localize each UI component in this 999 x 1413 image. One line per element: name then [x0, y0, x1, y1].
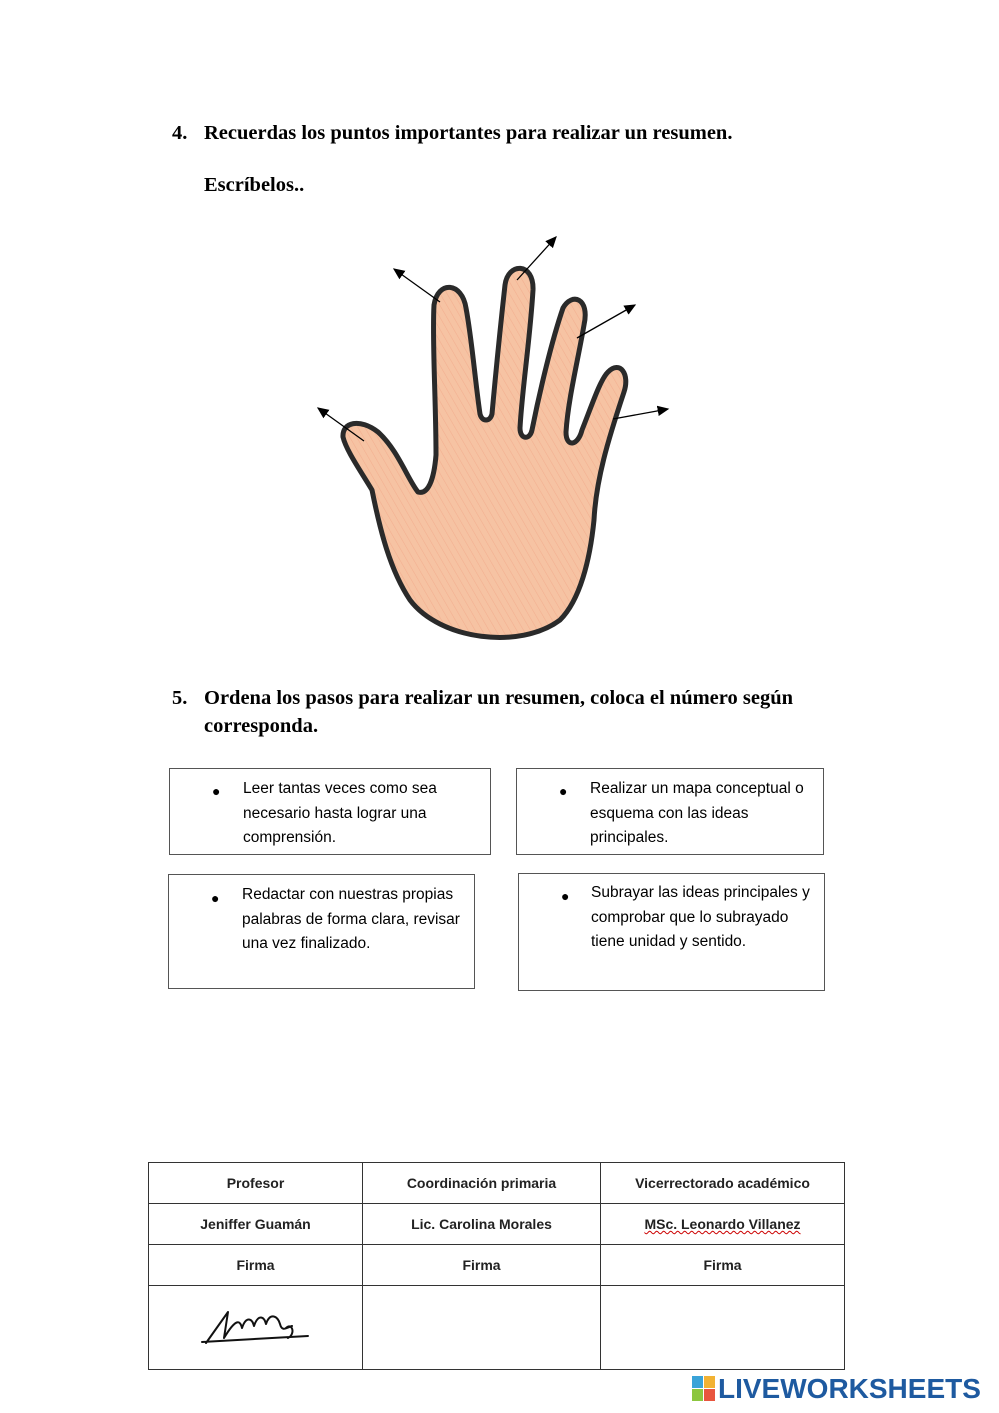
arrow-pinky [613, 409, 668, 419]
question-number: 5. [172, 687, 188, 709]
header-profesor: Profesor [149, 1163, 363, 1204]
sign-label: Firma [601, 1245, 845, 1286]
step-box[interactable] [168, 874, 475, 989]
step-text: Redactar con nuestras propias palabras de forma clara, revisar una vez finalizado. [242, 886, 460, 952]
arrow-middle [517, 237, 556, 280]
name-profesor: Jeniffer Guamán [149, 1204, 363, 1245]
question-text: Recuerdas los puntos importantes para realizar un resumen. [204, 122, 733, 144]
liveworksheets-logo [692, 1374, 981, 1404]
sign-label: Firma [363, 1245, 601, 1286]
header-vicerrectorado: Vicerrectorado académico [601, 1163, 845, 1204]
sign-label: Firma [149, 1245, 363, 1286]
arrow-ring [577, 305, 635, 338]
instruction-text: Escríbelos.. [204, 174, 305, 196]
bullet-icon: ● [561, 888, 570, 904]
logo-text: LIVEWORKSHEETS [718, 1373, 981, 1404]
bullet-icon: ● [559, 783, 568, 799]
name-vicerrectorado [601, 1204, 845, 1245]
logo-blocks-icon [692, 1376, 716, 1402]
handwritten-signature [196, 1298, 316, 1358]
question-text: Ordena los pasos para realizar un resumen, coloca el número según corresponda. [204, 687, 794, 737]
name-text: MSc. Leonardo Villanez [644, 1216, 801, 1232]
step-text: Leer tantas veces como sea necesario hasta lograr una comprensión. [243, 780, 437, 846]
name-coordinacion: Lic. Carolina Morales [363, 1204, 601, 1245]
signature-table [148, 1162, 845, 1370]
step-text: Subrayar las ideas principales y comprobar que lo subrayado tiene unidad y sentido. [591, 884, 810, 950]
step-box[interactable] [518, 873, 825, 991]
step-box[interactable] [169, 768, 491, 855]
arrow-thumb [318, 408, 364, 441]
bullet-icon: ● [212, 783, 221, 799]
bullet-icon: ● [211, 890, 220, 906]
signature-cell-coordinacion[interactable] [363, 1286, 601, 1370]
signature-cell-profesor[interactable] [149, 1286, 363, 1370]
question-number: 4. [172, 122, 188, 144]
step-box[interactable] [516, 768, 824, 855]
hand-shape [343, 268, 626, 637]
step-text: Realizar un mapa conceptual o esquema con las ideas principales. [590, 780, 804, 846]
signature-cell-vicerrectorado[interactable] [601, 1286, 845, 1370]
header-coordinacion: Coordinación primaria [363, 1163, 601, 1204]
arrow-index [394, 269, 440, 302]
